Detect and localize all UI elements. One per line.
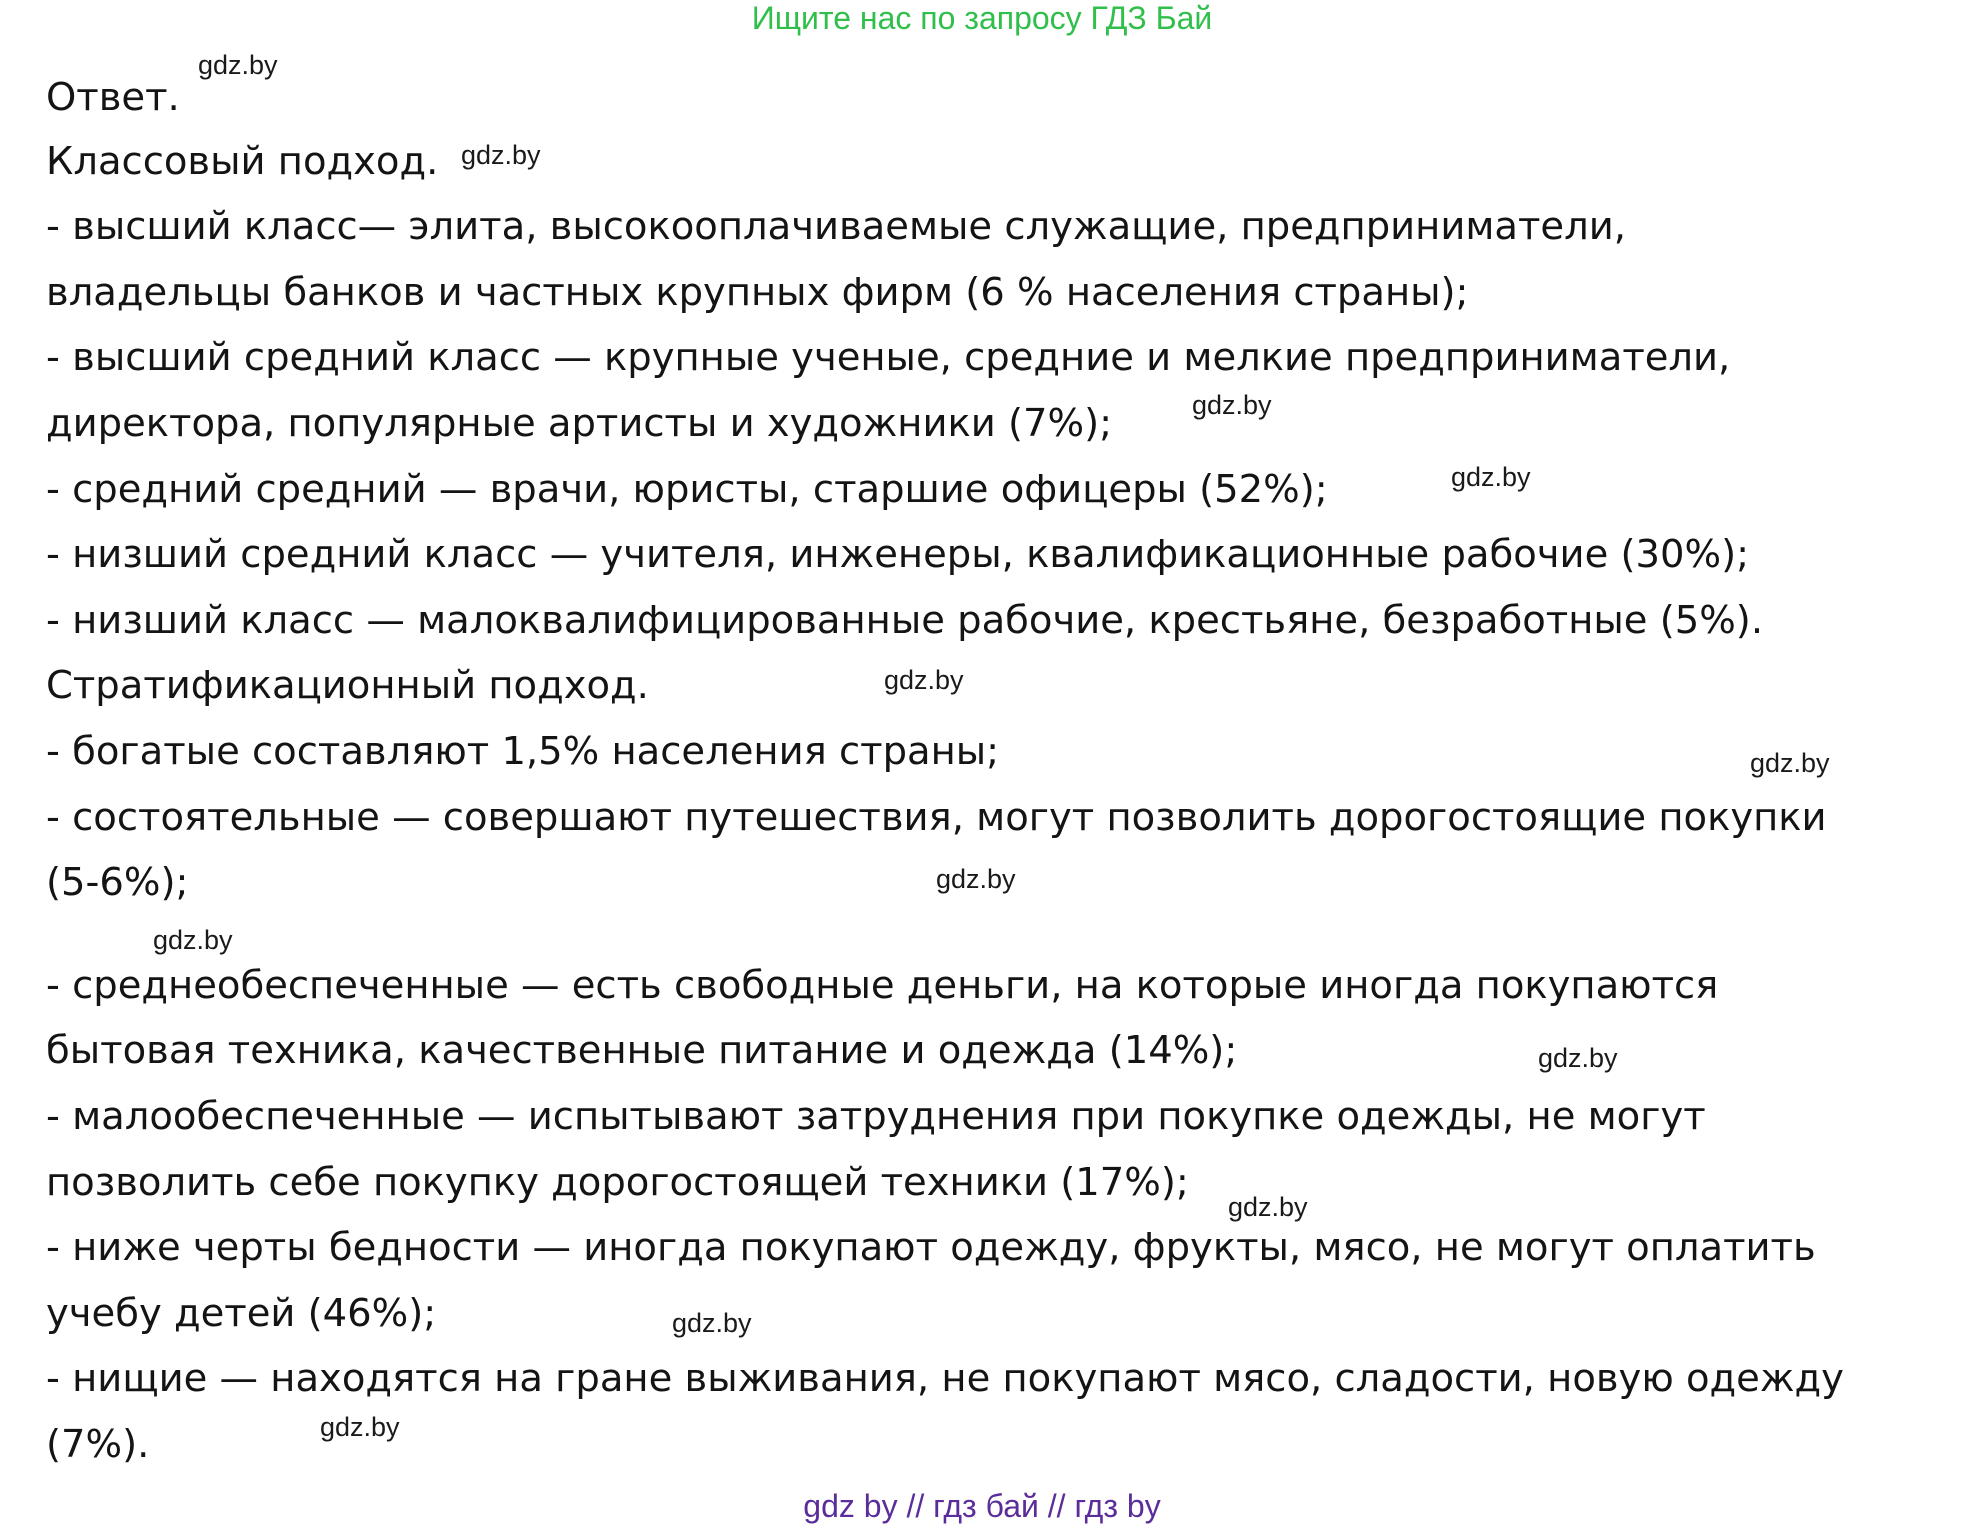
watermark: gdz.by — [461, 140, 541, 170]
watermark: gdz.by — [320, 1412, 400, 1442]
watermark: gdz.by — [198, 50, 278, 80]
answer-label: Ответ. — [46, 75, 180, 120]
site-footer: gdz by // гдз бай // гдз by — [803, 1488, 1161, 1524]
watermark: gdz.by — [1228, 1192, 1308, 1222]
watermark: gdz.by — [1750, 748, 1830, 778]
promo-header: Ищите нас по запросу ГДЗ Бай — [751, 0, 1213, 36]
answer-line-19: - нищие — находятся на гране выживания, не покупают мясо, сладости, новую одежду — [46, 1356, 1844, 1401]
answer-line-12: (5-6%); — [46, 860, 189, 905]
answer-line-8: - низший класс — малоквалифицированные рабочие, крестьяне, безработные (5%). — [46, 598, 1764, 643]
answer-line-18: учебу детей (46%); — [46, 1291, 437, 1336]
answer-line-4: - высший средний класс — крупные ученые, средние и мелкие предприниматели, — [46, 335, 1731, 380]
answer-line-15: - малообеспеченные — испытывают затруднения при покупке одежды, не могут — [46, 1094, 1706, 1139]
answer-line-17: - ниже черты бедности — иногда покупают одежду, фрукты, мясо, не могут оплатить — [46, 1225, 1816, 1270]
answer-line-3: владельцы банков и частных крупных фирм (6 % населения страны); — [46, 270, 1469, 315]
answer-line-20: (7%). — [46, 1422, 150, 1467]
answer-line-6: - средний средний — врачи, юристы, старшие офицеры (52%); — [46, 467, 1328, 512]
watermark: gdz.by — [672, 1308, 752, 1338]
answer-line-2: - высший класс— элита, высокооплачиваемые служащие, предприниматели, — [46, 204, 1626, 249]
watermark: gdz.by — [1538, 1043, 1618, 1073]
answer-line-1: Классовый подход. — [46, 139, 439, 184]
answer-line-9: Стратификационный подход. — [46, 663, 649, 708]
answer-line-5: директора, популярные артисты и художники (7%); — [46, 401, 1113, 446]
watermark: gdz.by — [153, 925, 233, 955]
watermark: gdz.by — [1451, 462, 1531, 492]
answer-line-10: - богатые составляют 1,5% населения страны; — [46, 729, 1000, 774]
watermark: gdz.by — [884, 665, 964, 695]
answer-line-13: - среднеобеспеченные — есть свободные деньги, на которые иногда покупаются — [46, 963, 1719, 1008]
answer-line-11: - состоятельные — совершают путешествия, могут позволить дорогостоящие покупки — [46, 795, 1827, 840]
answer-line-14: бытовая техника, качественные питание и одежда (14%); — [46, 1028, 1238, 1073]
answer-line-16: позволить себе покупку дорогостоящей техники (17%); — [46, 1160, 1189, 1205]
answer-line-7: - низший средний класс — учителя, инженеры, квалификационные рабочие (30%); — [46, 532, 1750, 577]
watermark: gdz.by — [936, 864, 1016, 894]
watermark: gdz.by — [1192, 390, 1272, 420]
